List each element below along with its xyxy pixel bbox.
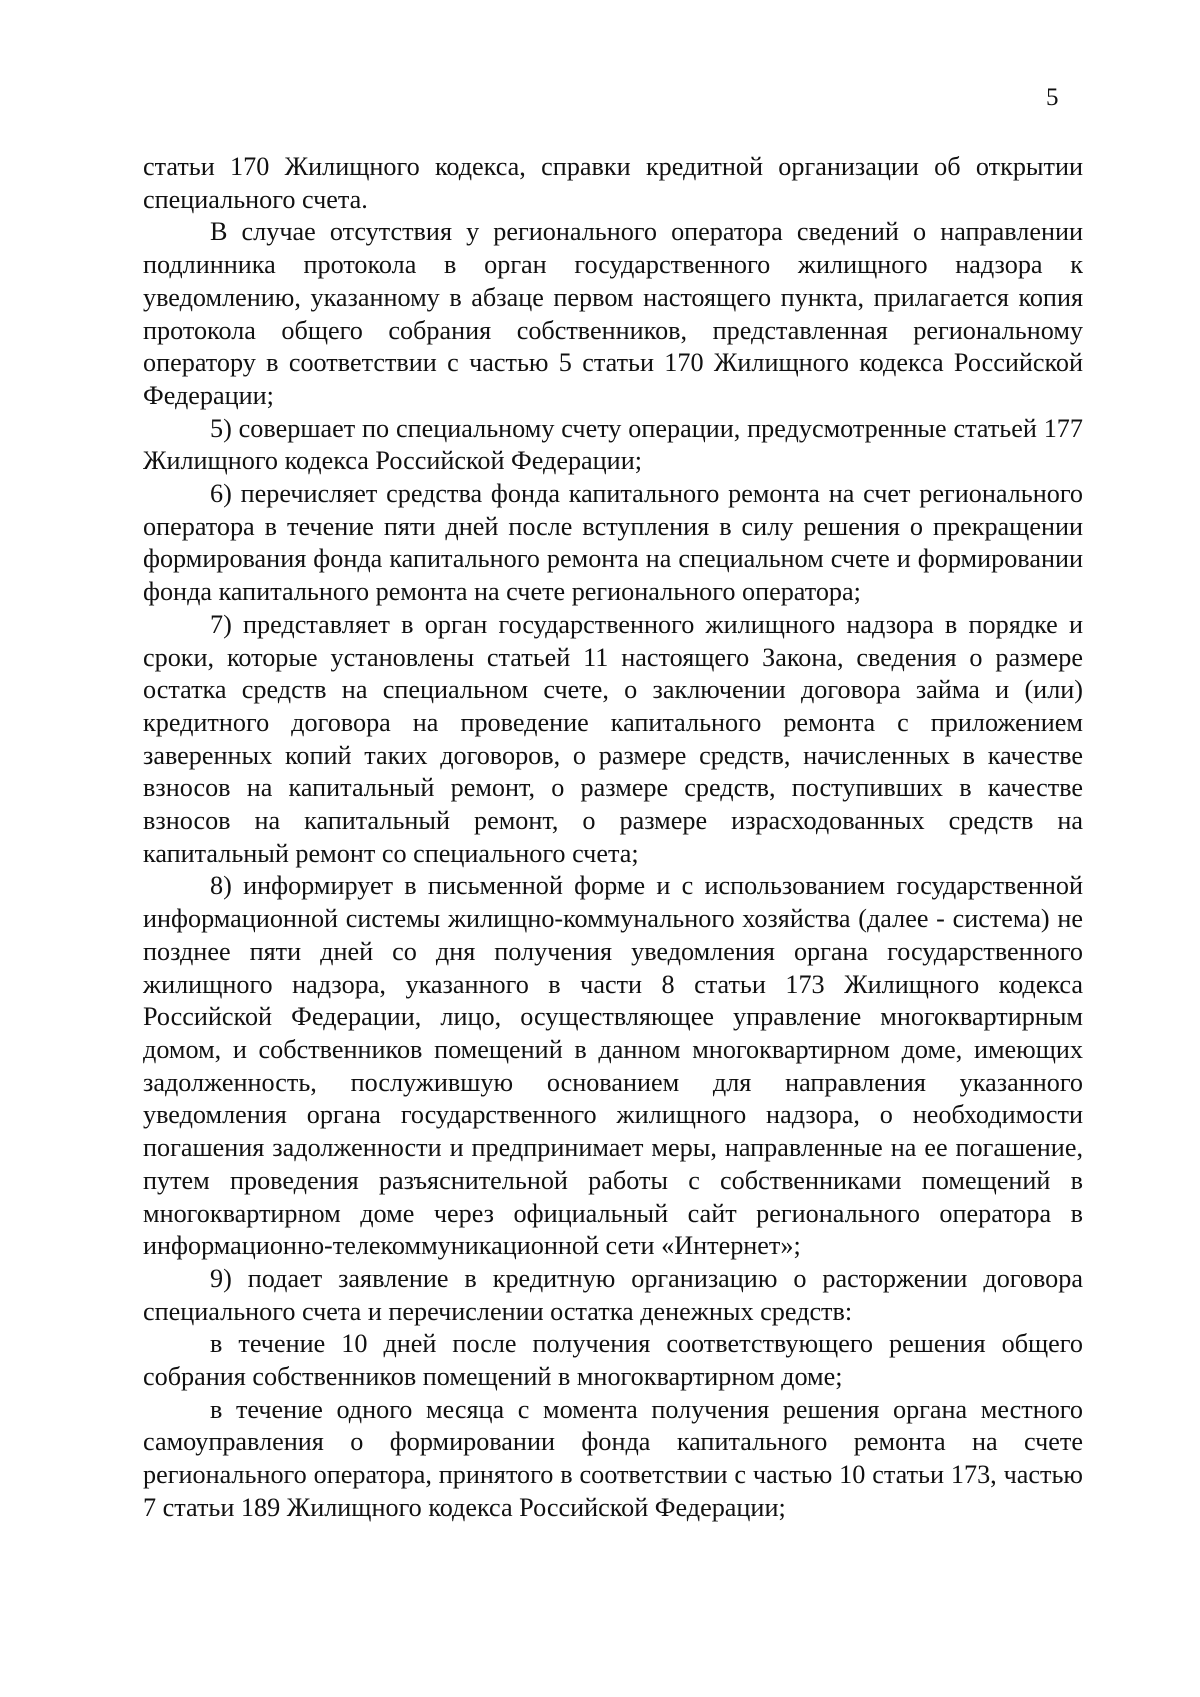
paragraph-item-8: 8) информирует в письменной форме и с использованием государственной информационной системы жилищно-коммунального хозяйства (далее - система) не позднее пяти дней со дня получения уведомления органа государственного жилищного надзора, указанного в части 8 статьи 173 Жилищного кодекса Российской Федерации, лицо, осуществляющее управление многоквартирным домом, и собственников помещений в данном многоквартирном доме, имеющих задолженность, послужившую основанием для направления указанного уведомления органа государственного жилищного надзора, о необходимости погашения задолженности и предпринимает меры, направленные на ее погашение, путем проведения разъяснительной работы с собственниками помещений в многоквартирном доме через официальный сайт регионального оператора в информационно-телекоммуникационной сети «Интернет»; [143,871,1083,1261]
paragraph-item-9-subitem-1: в течение 10 дней после получения соответствующего решения общего собрания собственников помещений в многоквартирном доме; [143,1329,1083,1392]
paragraph-item-7: 7) представляет в орган государственного жилищного надзора в порядке и сроки, которые установлены статьей 11 настоящего Закона, сведения о размере остатка средств на специальном счете, о заключении договора займа и (или) кредитного договора на проведение капитального ремонта с приложением заверенных копий таких договоров, о размере средств, начисленных в качестве взносов на капитальный ремонт, о размере средств, поступивших в качестве взносов на капитальный ремонт, о размере израсходованных средств на капитальный ремонт со специального счета; [143,609,1083,868]
page-number: 5 [1046,84,1059,111]
document-body [143,151,1083,1525]
paragraph-item-9-subitem-2: в течение одного месяца с момента получения решения органа местного самоуправления о формировании фонда капитального ремонта на счете регионального оператора, принятого в соответствии с частью 10 статьи 173, частью 7 статьи 189 Жилищного кодекса Российской Федерации; [143,1394,1083,1522]
paragraph-continued: статьи 170 Жилищного кодекса, справки кредитной организации об открытии специального счета. [143,152,1083,214]
paragraph-item-9: 9) подает заявление в кредитную организацию о расторжении договора специального счета и перечислении остатка денежных средств: [143,1263,1083,1326]
paragraph-item-5: 5) совершает по специальному счету операции, предусмотренные статьей 177 Жилищного кодекса Российской Федерации; [143,413,1083,476]
paragraph-protocol-copy: В случае отсутствия у регионального оператора сведений о направлении подлинника протокола в орган государственного жилищного надзора к уведомлению, указанному в абзаце первом настоящего пункта, прилагается копия протокола общего собрания собственников, представленная региональному оператору в соответствии с частью 5 статьи 170 Жилищного кодекса Российской Федерации; [143,217,1083,410]
paragraph-item-6: 6) перечисляет средства фонда капитального ремонта на счет регионального оператора в течение пяти дней после вступления в силу решения о прекращении формирования фонда капитального ремонта на специальном счете и формировании фонда капитального ремонта на счете регионального оператора; [143,479,1083,607]
